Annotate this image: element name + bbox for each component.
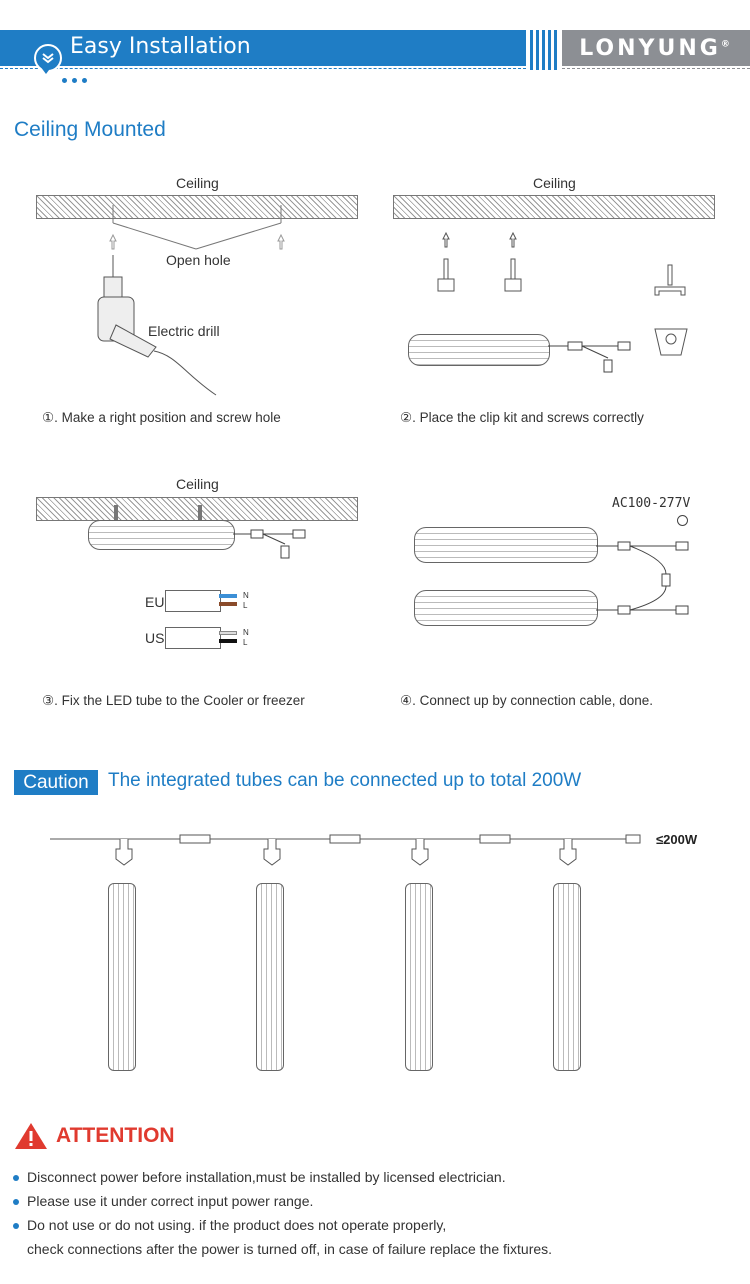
- led-tube: [408, 334, 550, 366]
- led-tube: [414, 527, 598, 563]
- ceiling-hatch: [36, 497, 358, 521]
- attention-item: Disconnect power before installation,must be installed by licensed electrician.: [27, 1169, 506, 1185]
- plug-icon: [677, 515, 688, 526]
- attention-item: Do not use or do not using. if the product does not operate properly,: [27, 1217, 447, 1233]
- mount-clip: [198, 505, 202, 521]
- attention-item: check connections after the power is turned off, in case of failure replace the fixtures.: [27, 1241, 553, 1257]
- led-tube: [88, 520, 235, 550]
- drill-label: Electric drill: [148, 323, 220, 339]
- ceiling-hatch: [393, 195, 715, 219]
- header-divider: [0, 68, 526, 69]
- vertical-tube: [256, 883, 284, 1071]
- wiring-region-us: US: [145, 630, 165, 646]
- section-title: Ceiling Mounted: [14, 118, 166, 141]
- dot-decoration: [62, 78, 67, 83]
- bullet-dot: [13, 1223, 19, 1229]
- step2-caption: ②. Place the clip kit and screws correctly: [400, 410, 644, 425]
- ceiling-label: Ceiling: [533, 175, 576, 191]
- mount-clip: [114, 505, 118, 521]
- voltage-label: AC100-277V: [612, 496, 691, 511]
- link-cable: [596, 530, 696, 630]
- chain-diagram: [50, 825, 650, 885]
- header-pointer: [40, 66, 52, 74]
- header-stripe: [554, 30, 557, 70]
- power-limit: ≤200W: [656, 832, 698, 847]
- header-stripe: [530, 30, 533, 70]
- tube-cable: [548, 330, 638, 380]
- page-title: Easy Installation: [70, 34, 251, 59]
- step1-diagram: [36, 205, 356, 405]
- wiring-region-eu: EU: [145, 594, 165, 610]
- tube-cable: [233, 520, 313, 565]
- step1-caption: ①. Make a right position and screw hole: [42, 410, 281, 425]
- ceiling-label: Ceiling: [176, 175, 219, 191]
- dot-decoration: [72, 78, 77, 83]
- wiring-box-eu: [165, 590, 221, 612]
- warning-icon: [14, 1122, 48, 1150]
- header-stripe: [542, 30, 545, 70]
- wire-n-label: N: [243, 628, 249, 637]
- bullet-dot: [13, 1199, 19, 1205]
- header-stripe: [548, 30, 551, 70]
- wire-blue: [219, 594, 237, 598]
- open-hole-label: Open hole: [166, 252, 231, 268]
- bullet-dot: [13, 1175, 19, 1181]
- wire-black: [219, 639, 237, 643]
- step3-caption: ③. Fix the LED tube to the Cooler or freezer: [42, 693, 305, 708]
- dot-decoration: [82, 78, 87, 83]
- wiring-box-us: [165, 627, 221, 649]
- vertical-tube: [108, 883, 136, 1071]
- wire-l-label: L: [243, 638, 248, 647]
- attention-title: ATTENTION: [56, 1124, 175, 1147]
- brand-divider: [562, 68, 750, 69]
- wire-l-label: L: [243, 601, 248, 610]
- led-tube: [414, 590, 598, 626]
- vertical-tube: [405, 883, 433, 1071]
- step4-caption: ④. Connect up by connection cable, done.: [400, 693, 654, 708]
- ceiling-label: Ceiling: [176, 476, 219, 492]
- wire-white: [219, 631, 237, 635]
- attention-item: Please use it under correct input power range.: [27, 1193, 314, 1209]
- caution-text: The integrated tubes can be connected up to total 200W: [108, 770, 582, 791]
- caution-label: Caution: [14, 770, 98, 795]
- vertical-tube: [553, 883, 581, 1071]
- wire-n-label: N: [243, 591, 249, 600]
- brand-logo: LONYUNG®: [579, 36, 733, 61]
- header-stripe: [536, 30, 539, 70]
- wire-brown: [219, 602, 237, 606]
